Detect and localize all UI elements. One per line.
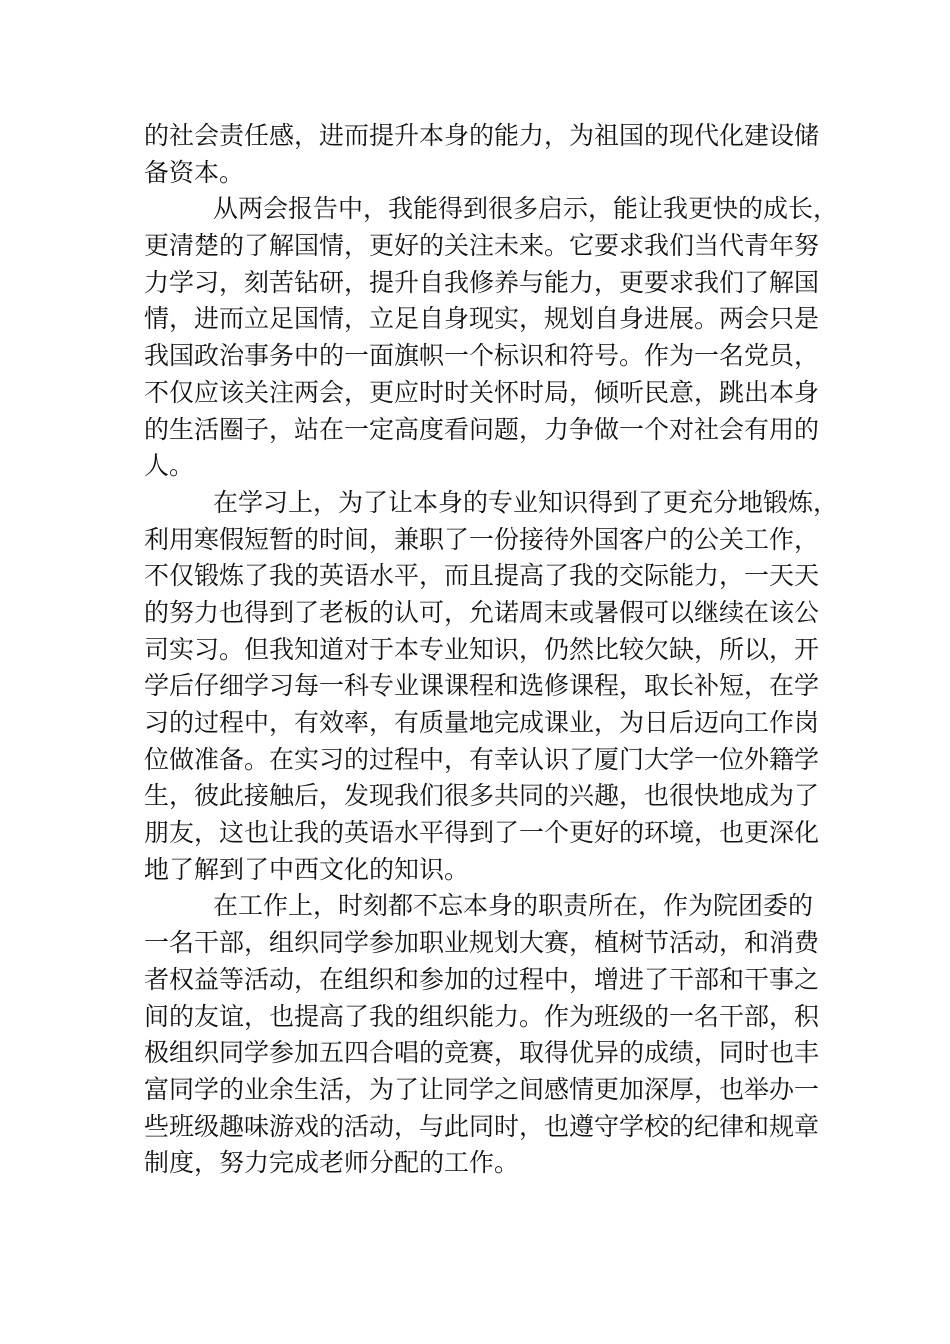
text-line: 司实习。但我知道对于本专业知识，仍然比较欠缺，所以，开 bbox=[144, 634, 820, 664]
text-line: 富同学的业余生活，为了让同学之间感情更加深厚，也举办一 bbox=[144, 1074, 820, 1104]
text-line: 学后仔细学习每一科专业课课程和选修课程，取长补短，在学 bbox=[144, 671, 820, 701]
paragraph bbox=[144, 888, 820, 1182]
text-line: 极组织同学参加五四合唱的竞赛，取得优异的成绩，同时也丰 bbox=[144, 1038, 820, 1068]
text-line: 地了解到了中西文化的知识。 bbox=[144, 854, 470, 884]
document-body bbox=[144, 118, 839, 1182]
text-line: 者权益等活动，在组织和参加的过程中，增进了干部和干事之 bbox=[144, 964, 820, 994]
text-line: 习的过程中，有效率，有质量地完成课业，为日后迈向工作岗 bbox=[144, 708, 820, 737]
text-line: 利用寒假短暂的时间，兼职了一份接待外国客户的公关工作， bbox=[144, 524, 820, 554]
text-line: 朋友，这也让我的英语水平得到了一个更好的环境，也更深化 bbox=[144, 818, 820, 848]
text-line: 在工作上，时刻都不忘本身的职责所在，作为院团委的 bbox=[213, 891, 814, 921]
text-line: 间的友谊，也提高了我的组织能力。作为班级的一名干部，积 bbox=[144, 1001, 820, 1031]
text-line: 一名干部，组织同学参加职业规划大赛，植树节活动，和消费 bbox=[144, 928, 820, 958]
text-line: 的生活圈子，站在一定高度看问题，力争做一个对社会有用的 bbox=[144, 414, 820, 444]
text-line: 不仅应该关注两会，更应时时关怀时局，倾听民意，跳出本身 bbox=[144, 377, 820, 407]
text-line: 备资本。 bbox=[144, 157, 245, 187]
paragraph bbox=[144, 485, 839, 889]
text-line: 人。 bbox=[144, 451, 195, 481]
text-line: 从两会报告中，我能得到很多启示，能让我更快的成长， bbox=[213, 194, 839, 224]
text-line: 情，进而立足国情，立足自身现实，规划自身进展。两会只是 bbox=[144, 304, 820, 334]
text-line: 在学习上，为了让本身的专业知识得到了更充分地锻炼， bbox=[213, 487, 839, 517]
text-line: 更清楚的了解国情，更好的关注未来。它要求我们当代青年努 bbox=[144, 231, 820, 261]
text-line: 的社会责任感，进而提升本身的能力，为祖国的现代化建设储 bbox=[144, 121, 820, 150]
text-line: 不仅锻炼了我的英语水平，而且提高了我的交际能力，一天天 bbox=[144, 561, 820, 591]
text-line: 生，彼此接触后，发现我们很多共同的兴趣，也很快地成为了 bbox=[144, 781, 820, 811]
text-line: 些班级趣味游戏的活动，与此同时，也遵守学校的纪律和规章 bbox=[144, 1111, 820, 1141]
paragraph bbox=[144, 191, 839, 485]
text-line: 力学习，刻苦钻研，提升自我修养与能力，更要求我们了解国 bbox=[144, 267, 820, 297]
paragraph bbox=[144, 118, 820, 191]
text-line: 位做准备。在实习的过程中，有幸认识了厦门大学一位外籍学 bbox=[144, 744, 820, 774]
text-line: 我国政治事务中的一面旗帜一个标识和符号。作为一名党员， bbox=[144, 341, 820, 371]
text-line: 制度，努力完成老师分配的工作。 bbox=[144, 1148, 520, 1178]
text-line: 的努力也得到了老板的认可，允诺周末或暑假可以继续在该公 bbox=[144, 597, 820, 627]
